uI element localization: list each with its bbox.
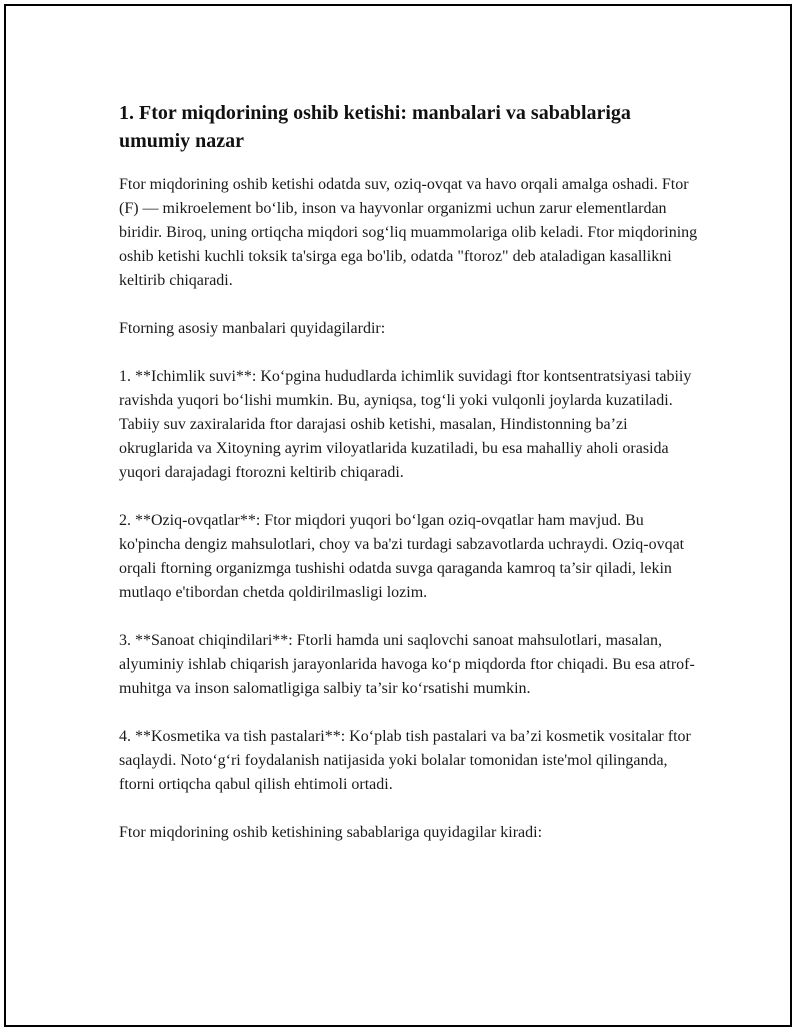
section-heading: 1. Ftor miqdorining oshib ketishi: manbalari va sabablariga umumiy nazar	[119, 102, 631, 152]
paragraph-food: 2. **Oziq-ovqatlar**: Ftor miqdori yuqori bo‘lgan oziq-ovqatlar ham mavjud. Bu ko'pincha dengiz mahsulotlari, choy va ba'zi turdagi sabzavotlarda uchraydi. Oziq-ovqat orqali ftorning organizmga tushishi odatda suvga qaraganda kamroq ta’sir qiladi, lekin mutlaqo e'tibordan chetda qoldirilmasligi lozim.	[119, 512, 685, 601]
paragraph-drinking-water: 1. **Ichimlik suvi**: Ko‘pgina hududlarda ichimlik suvidagi ftor kontsentratsiyasi tabiiy ravishda yuqori bo‘lishi mumkin. Bu, ayniqsa, tog‘li yoki vulqonli joylarda kuzatiladi. Tabiiy suv zaxiralarida ftor darajasi oshib ketishi, masalan, Hindistonning ba’zi okruglarida va Xitoyning ayrim viloyatlarida kuzatiladi, bu esa mahalliy aholi orasida yuqori darajadagi ftorozni keltirib chiqaradi.	[119, 368, 692, 481]
paragraph-intro: Ftor miqdorining oshib ketishi odatda suv, oziq-ovqat va havo orqali amalga oshadi. Ftor (F) — mikroelement bo‘lib, inson va hayvonlar organizmi uchun zarur elementlardan biridir. Biroq, uning ortiqcha miqdori sog‘liq muammolariga olib keladi. Ftor miqdorining oshib ketishi kuchli toksik ta'sirga ega bo'lib, odatda "ftoroz" deb ataladigan kasallikni keltirib chiqaradi.	[119, 176, 698, 289]
document-body	[119, 99, 699, 869]
paragraph-cosmetics: 4. **Kosmetika va tish pastalari**: Ko‘plab tish pastalari va ba’zi kosmetik vositalar ftor saqlaydi. Noto‘g‘ri foydalanish natijasida yoki bolalar tomonidan iste'mol qilinganda, ftorni ortiqcha qabul qilish ehtimoli ortadi.	[119, 728, 691, 793]
paragraph-sources-lead: Ftorning asosiy manbalari quyidagilardir:	[119, 320, 386, 337]
paragraph-industrial-waste: 3. **Sanoat chiqindilari**: Ftorli hamda uni saqlovchi sanoat mahsulotlari, masalan, alyuminiy ishlab chiqarish jarayonlarida havoga ko‘p miqdorda ftor chiqadi. Bu esa atrof-muhitga va inson salomatligiga salbiy ta’sir ko‘rsatishi mumkin.	[119, 632, 695, 697]
paragraph-causes-lead: Ftor miqdorining oshib ketishining sabablariga quyidagilar kiradi:	[119, 824, 543, 841]
page-frame	[4, 4, 792, 1027]
